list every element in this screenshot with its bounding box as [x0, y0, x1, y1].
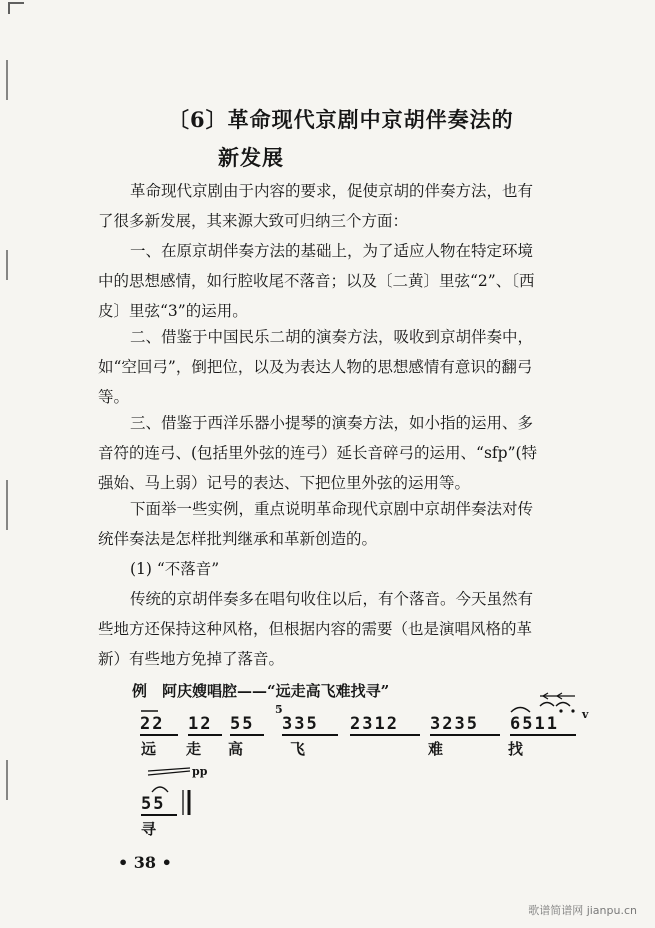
text-line: 二、借鉴于中国民乐二胡的演奏方法，吸收到京胡伴奏中，: [130, 328, 534, 346]
note-group: 2312: [350, 714, 399, 734]
text-line: 如“空回弓”，倒把位，以及为表达人物的思想感情有意识的翻弓: [98, 358, 533, 376]
text-line: 下面举一些实例，重点说明革命现代京剧中京胡伴奏法对传: [130, 500, 534, 518]
lyric-char: 高: [228, 740, 244, 758]
text-line: 一、在原京胡伴奏方法的基础上，为了适应人物在特定环境: [130, 242, 534, 260]
breath-mark: v: [582, 708, 589, 721]
lyric-char: 寻: [141, 820, 157, 838]
grace-note: 5: [275, 703, 283, 716]
site-watermark: 歌谱简谱网 jianpu.cn: [528, 904, 637, 917]
dynamic-marking: pp: [192, 765, 208, 778]
note-group: 22: [140, 714, 165, 734]
section-title: 〔6〕革命现代京剧中京胡伴奏法的: [168, 107, 514, 132]
text-line: 统伴奏法是怎样批判继承和革新创造的。: [98, 530, 378, 548]
text-line: 等。: [98, 388, 130, 406]
hairpin-line: [148, 771, 190, 775]
text-line: (1) “不落音”: [130, 560, 220, 578]
hairpin-line: [148, 768, 190, 771]
text-line: 皮〕里弦“3”的运用。: [98, 302, 248, 320]
lyric-char: 难: [428, 740, 444, 758]
note-group: 335: [282, 714, 319, 734]
example-label: 例 阿庆嫂唱腔——“远走高飞难找寻”: [132, 682, 390, 700]
text-line: 音符的连弓、(包括里外弦的连弓）延长音碎弓的运用、“sfp”(特: [98, 444, 538, 462]
text-line: 了很多新发展，其来源大致可归纳三个方面：: [98, 212, 409, 230]
lyric-char: 走: [186, 740, 202, 758]
text-line: 强始、马上弱）记号的表达、下把位里外弦的运用等。: [98, 474, 471, 492]
page-number: • 38 •: [118, 853, 172, 872]
octave-dot: [559, 709, 562, 712]
text-line: 中的思想感情，如行腔收尾不落音；以及〔二黄〕里弦“2”、〔西: [98, 272, 535, 290]
note-group: 6511: [510, 714, 559, 734]
text-line: 新）有些地方免掉了落音。: [98, 650, 285, 668]
text-line: 革命现代京剧由于内容的要求，促使京胡的伴奏方法，也有: [130, 182, 534, 200]
slur-mark: [556, 703, 570, 707]
note-group: 55: [141, 794, 166, 814]
slur-mark: [540, 703, 554, 707]
lyric-char: 远: [141, 740, 157, 758]
note-group: 3235: [430, 714, 479, 734]
slur-mark: [511, 708, 530, 713]
section-title-continued: 新发展: [218, 145, 284, 170]
note-group: 55: [230, 714, 255, 734]
text-line: 传统的京胡伴奏多在唱句收住以后，有个落音。今天虽然有: [130, 590, 534, 608]
lyric-char: 飞: [290, 740, 306, 758]
octave-dot: [571, 709, 574, 712]
text-line: 些地方还保持这种风格，但根据内容的需要（也是演唱风格的革: [98, 620, 533, 638]
slur-mark: [152, 787, 168, 792]
note-group: 12: [188, 714, 213, 734]
text-line: 三、借鉴于西洋乐器小提琴的演奏方法，如小指的运用、多: [130, 414, 534, 432]
lyric-char: 找: [508, 740, 524, 758]
